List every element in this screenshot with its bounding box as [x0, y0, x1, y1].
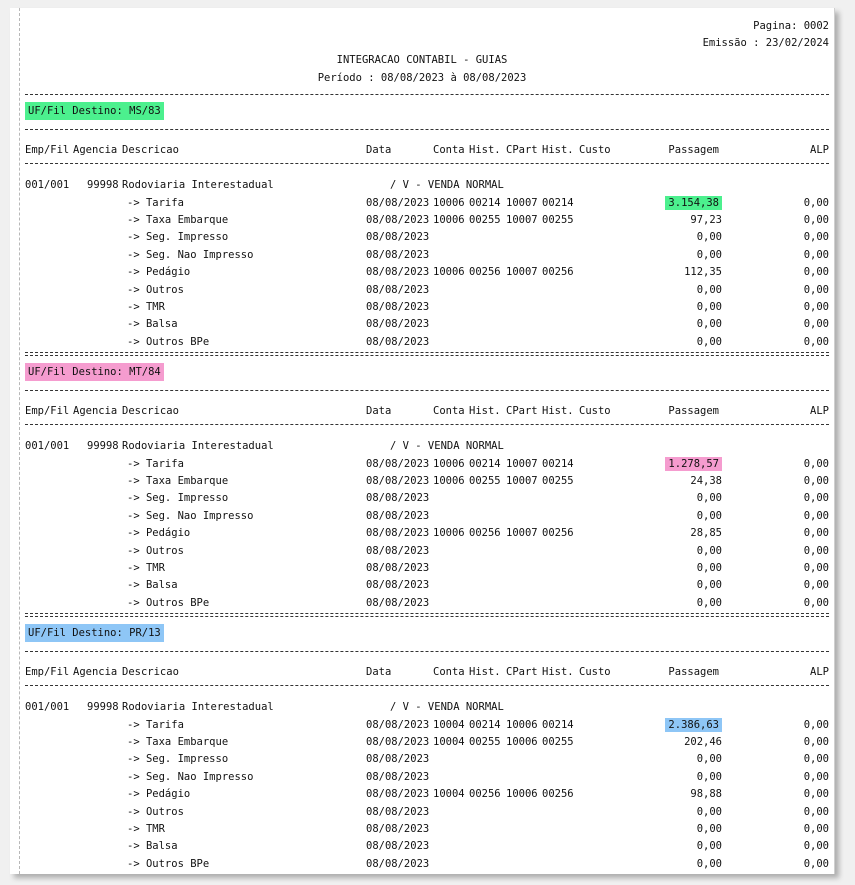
row-data: 08/08/2023 [366, 509, 430, 522]
row-data: 08/08/2023 [366, 300, 430, 313]
descricao-value: Rodoviaria Interestadual [122, 701, 274, 713]
col-header-agencia: Agencia [73, 144, 118, 156]
row-hist: 00255 [469, 213, 501, 226]
row-label: -> TMR [127, 300, 165, 313]
row-label: -> Outros [127, 283, 184, 296]
separator-line [25, 390, 829, 391]
row-passagem: 0,00 [696, 840, 722, 853]
row-data: 08/08/2023 [366, 718, 430, 731]
row-data: 08/08/2023 [366, 527, 430, 540]
row-label: -> Outros [127, 544, 184, 557]
row-hist: 00214 [469, 457, 501, 470]
row-hist: 00255 [469, 735, 501, 748]
row-alp: 0,00 [803, 840, 829, 853]
row-alp: 0,00 [803, 335, 829, 348]
report-title: INTEGRACAO CONTABIL - GUIAS [336, 54, 508, 66]
row-passagem: 0,00 [696, 335, 722, 348]
row-alp: 0,00 [803, 231, 829, 244]
venda-type: / V - VENDA NORMAL [390, 701, 504, 713]
separator-line [25, 613, 829, 614]
row-label: -> Tarifa [127, 196, 184, 209]
row-hist: 00256 [469, 527, 501, 540]
row-cpart: 10007 [506, 266, 538, 279]
row-label: -> Tarifa [127, 718, 184, 731]
descricao-value: Rodoviaria Interestadual [122, 440, 274, 452]
row-alp: 0,00 [803, 318, 829, 331]
row-passagem: 0,00 [696, 509, 722, 522]
col-header-cpart: CPart [506, 405, 538, 417]
row-hist2: 00256 [542, 527, 574, 540]
row-data: 08/08/2023 [366, 805, 430, 818]
row-data: 08/08/2023 [366, 735, 430, 748]
row-data: 08/08/2023 [366, 196, 430, 209]
separator-line [25, 129, 829, 130]
row-alp: 0,00 [803, 788, 829, 801]
col-header-agencia: Agencia [73, 666, 118, 678]
emp-fil-value: 001/001 [25, 179, 70, 191]
row-conta: 10004 [433, 718, 465, 731]
row-data: 08/08/2023 [366, 561, 430, 574]
col-header-data: Data [366, 144, 392, 156]
row-passagem: 0,00 [696, 318, 722, 331]
col-header-emp-fil: Emp/Fil [25, 144, 70, 156]
col-header-conta: Conta [433, 144, 465, 156]
col-header-custo: Custo [579, 666, 611, 678]
agencia-value: 99998 [87, 701, 119, 713]
col-header-passagem: Passagem [668, 144, 719, 156]
row-conta: 10006 [433, 196, 465, 209]
row-label: -> Taxa Embarque [127, 474, 229, 487]
col-header-descricao: Descricao [122, 144, 179, 156]
row-passagem: 0,00 [696, 248, 722, 261]
row-passagem: 0,00 [696, 753, 722, 766]
row-data: 08/08/2023 [366, 457, 430, 470]
separator-line [25, 685, 829, 686]
row-data: 08/08/2023 [366, 770, 430, 783]
row-data: 08/08/2023 [366, 840, 430, 853]
row-alp: 0,00 [803, 857, 829, 870]
row-passagem: 0,00 [696, 596, 722, 609]
row-cpart: 10007 [506, 457, 538, 470]
row-conta: 10006 [433, 527, 465, 540]
separator-line [25, 651, 829, 652]
row-label: -> Pedágio [127, 788, 191, 801]
venda-type: / V - VENDA NORMAL [390, 440, 504, 452]
row-hist: 00214 [469, 718, 501, 731]
row-alp: 0,00 [803, 457, 829, 470]
row-data: 08/08/2023 [366, 474, 430, 487]
row-label: -> Pedágio [127, 266, 191, 279]
passagem-value-highlight: 3.154,38 [665, 197, 722, 210]
emission-date: Emissão : 23/02/2024 [702, 37, 829, 49]
row-hist2: 00214 [542, 196, 574, 209]
row-alp: 0,00 [803, 492, 829, 505]
row-alp: 0,00 [803, 509, 829, 522]
col-header-hist: Hist. [469, 405, 501, 417]
row-hist2: 00255 [542, 213, 574, 226]
row-data: 08/08/2023 [366, 596, 430, 609]
row-alp: 0,00 [803, 561, 829, 574]
row-label: -> Balsa [127, 318, 178, 331]
report-page [10, 8, 835, 874]
row-data: 08/08/2023 [366, 231, 430, 244]
passagem-value-highlight: 2.386,63 [665, 719, 722, 732]
col-header-data: Data [366, 666, 392, 678]
row-data: 08/08/2023 [366, 335, 430, 348]
separator-line [25, 424, 829, 425]
row-passagem: 0,00 [696, 857, 722, 870]
row-cpart: 10007 [506, 527, 538, 540]
row-alp: 0,00 [803, 248, 829, 261]
col-header-passagem: Passagem [668, 405, 719, 417]
row-hist: 00256 [469, 788, 501, 801]
row-hist2: 00255 [542, 735, 574, 748]
row-alp: 0,00 [803, 822, 829, 835]
row-alp: 0,00 [803, 213, 829, 226]
row-cpart: 10006 [506, 788, 538, 801]
row-alp: 0,00 [803, 770, 829, 783]
destination-badge: UF/Fil Destino: MS/83 [25, 105, 164, 118]
row-label: -> Balsa [127, 840, 178, 853]
row-conta: 10004 [433, 735, 465, 748]
row-hist2: 00255 [542, 474, 574, 487]
emp-fil-value: 001/001 [25, 440, 70, 452]
row-passagem: 0,00 [696, 770, 722, 783]
separator-line [25, 94, 829, 95]
col-header-alp: ALP [810, 144, 829, 156]
row-cpart: 10007 [506, 213, 538, 226]
row-data: 08/08/2023 [366, 822, 430, 835]
row-passagem: 98,88 [690, 788, 722, 801]
row-alp: 0,00 [803, 805, 829, 818]
row-data: 08/08/2023 [366, 579, 430, 592]
col-header-cpart: CPart [506, 666, 538, 678]
row-label: -> Outros [127, 805, 184, 818]
col-header-conta: Conta [433, 666, 465, 678]
row-label: -> TMR [127, 822, 165, 835]
row-label: -> TMR [127, 561, 165, 574]
col-header-conta: Conta [433, 405, 465, 417]
row-alp: 0,00 [803, 266, 829, 279]
row-conta: 10006 [433, 474, 465, 487]
row-passagem: 0,00 [696, 561, 722, 574]
row-alp: 0,00 [803, 300, 829, 313]
venda-type: / V - VENDA NORMAL [390, 179, 504, 191]
row-label: -> Taxa Embarque [127, 735, 229, 748]
destination-badge: UF/Fil Destino: PR/13 [25, 627, 164, 640]
page-margin-line [19, 8, 20, 874]
row-alp: 0,00 [803, 579, 829, 592]
row-hist2: 00214 [542, 718, 574, 731]
row-conta: 10006 [433, 213, 465, 226]
row-alp: 0,00 [803, 527, 829, 540]
row-label: -> Seg. Nao Impresso [127, 770, 254, 783]
destination-badge: UF/Fil Destino: MT/84 [25, 366, 164, 379]
row-hist: 00256 [469, 266, 501, 279]
col-header-data: Data [366, 405, 392, 417]
agencia-value: 99998 [87, 179, 119, 191]
row-label: -> Taxa Embarque [127, 213, 229, 226]
separator-line [25, 352, 829, 353]
row-conta: 10004 [433, 788, 465, 801]
row-hist: 00214 [469, 196, 501, 209]
row-passagem: 0,00 [696, 579, 722, 592]
row-label: -> Seg. Nao Impresso [127, 248, 254, 261]
passagem-value-highlight: 1.278,57 [665, 458, 722, 471]
emp-fil-value: 001/001 [25, 701, 70, 713]
row-passagem: 0,00 [696, 544, 722, 557]
row-data: 08/08/2023 [366, 213, 430, 226]
col-header-custo: Custo [579, 405, 611, 417]
col-header-alp: ALP [810, 666, 829, 678]
separator-line [25, 163, 829, 164]
row-conta: 10006 [433, 266, 465, 279]
col-header-hist2: Hist. [542, 666, 574, 678]
row-label: -> Seg. Nao Impresso [127, 509, 254, 522]
row-data: 08/08/2023 [366, 857, 430, 870]
row-passagem: 0,00 [696, 300, 722, 313]
row-passagem: 0,00 [696, 231, 722, 244]
row-hist2: 00256 [542, 788, 574, 801]
row-label: -> Seg. Impresso [127, 753, 229, 766]
col-header-hist: Hist. [469, 666, 501, 678]
row-cpart: 10006 [506, 718, 538, 731]
row-alp: 0,00 [803, 735, 829, 748]
row-passagem: 112,35 [684, 266, 722, 279]
row-label: -> Outros BPe [127, 596, 210, 609]
row-data: 08/08/2023 [366, 266, 430, 279]
row-alp: 0,00 [803, 196, 829, 209]
row-cpart: 10006 [506, 735, 538, 748]
col-header-descricao: Descricao [122, 666, 179, 678]
row-alp: 0,00 [803, 718, 829, 731]
row-alp: 0,00 [803, 596, 829, 609]
row-alp: 0,00 [803, 753, 829, 766]
col-header-alp: ALP [810, 405, 829, 417]
row-alp: 0,00 [803, 474, 829, 487]
row-passagem: 97,23 [690, 213, 722, 226]
row-data: 08/08/2023 [366, 753, 430, 766]
row-label: -> Outros BPe [127, 335, 210, 348]
row-label: -> Pedágio [127, 527, 191, 540]
row-passagem: 0,00 [696, 492, 722, 505]
separator-line [25, 616, 829, 617]
row-passagem: 24,38 [690, 474, 722, 487]
row-label: -> Seg. Impresso [127, 492, 229, 505]
row-data: 08/08/2023 [366, 318, 430, 331]
row-label: -> Tarifa [127, 457, 184, 470]
col-header-custo: Custo [579, 144, 611, 156]
row-passagem: 202,46 [684, 735, 722, 748]
row-passagem: 0,00 [696, 822, 722, 835]
page-number: Pagina: 0002 [753, 20, 829, 32]
col-header-descricao: Descricao [122, 405, 179, 417]
row-alp: 0,00 [803, 283, 829, 296]
col-header-cpart: CPart [506, 144, 538, 156]
row-hist2: 00256 [542, 266, 574, 279]
col-header-passagem: Passagem [668, 666, 719, 678]
row-passagem: 0,00 [696, 283, 722, 296]
col-header-hist: Hist. [469, 144, 501, 156]
row-hist2: 00214 [542, 457, 574, 470]
row-alp: 0,00 [803, 544, 829, 557]
descricao-value: Rodoviaria Interestadual [122, 179, 274, 191]
agencia-value: 99998 [87, 440, 119, 452]
col-header-emp-fil: Emp/Fil [25, 666, 70, 678]
row-data: 08/08/2023 [366, 248, 430, 261]
col-header-emp-fil: Emp/Fil [25, 405, 70, 417]
report-period: Período : 08/08/2023 à 08/08/2023 [317, 72, 527, 84]
row-data: 08/08/2023 [366, 283, 430, 296]
separator-line [25, 355, 829, 356]
row-passagem: 28,85 [690, 527, 722, 540]
col-header-hist2: Hist. [542, 144, 574, 156]
row-label: -> Balsa [127, 579, 178, 592]
col-header-agencia: Agencia [73, 405, 118, 417]
row-cpart: 10007 [506, 196, 538, 209]
row-label: -> Seg. Impresso [127, 231, 229, 244]
row-data: 08/08/2023 [366, 544, 430, 557]
col-header-hist2: Hist. [542, 405, 574, 417]
row-data: 08/08/2023 [366, 788, 430, 801]
row-hist: 00255 [469, 474, 501, 487]
row-passagem: 0,00 [696, 805, 722, 818]
row-cpart: 10007 [506, 474, 538, 487]
row-conta: 10006 [433, 457, 465, 470]
row-label: -> Outros BPe [127, 857, 210, 870]
row-data: 08/08/2023 [366, 492, 430, 505]
